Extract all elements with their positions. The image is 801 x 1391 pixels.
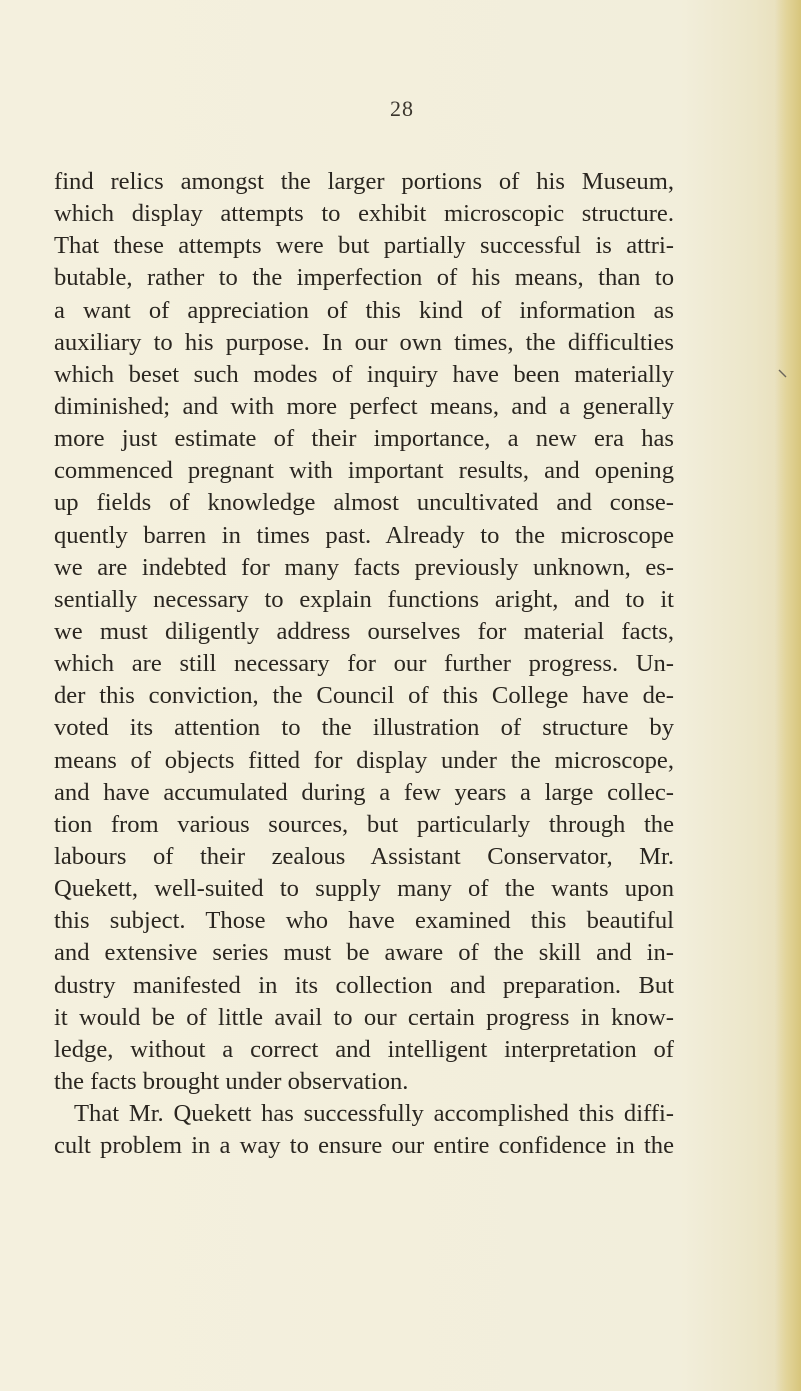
text-line: find relics amongst the larger portions of his Museum, <box>54 168 674 195</box>
text-line: diminished; and with more perfect means, and a generally <box>54 392 674 420</box>
body-paragraph <box>54 166 674 1162</box>
text-line: more just estimate of their importance, a new era has <box>54 425 674 453</box>
text-line: butable, rather to the imperfection of his means, than to <box>54 264 674 292</box>
text-line: labours of their zealous Assistant Conservator, Mr. <box>54 842 674 870</box>
text-line: That Mr. Quekett has successfully accomplished this diffi- <box>74 1100 674 1128</box>
text-line: this subject. Those who have examined this beautiful <box>54 907 674 935</box>
text-line: sentially necessary to explain functions aright, and to it <box>54 585 674 613</box>
text-line: voted its attention to the illustration of structure by <box>54 714 674 742</box>
text-line: auxiliary to his purpose. In our own times, the difficulties <box>54 328 674 356</box>
text-line: and have accumulated during a few years a large collec- <box>54 778 674 806</box>
page-number: 28 <box>390 96 414 121</box>
text-line: That these attempts were but partially successful is attri- <box>54 232 674 260</box>
text-line: up fields of knowledge almost uncultivated and conse- <box>54 489 674 517</box>
text-line: der this conviction, the Council of this College have de- <box>54 682 674 710</box>
page-edge-discoloration <box>775 0 801 1391</box>
text-line: a want of appreciation of this kind of information as <box>54 296 674 324</box>
text-line: it would be of little avail to our certain progress in know- <box>54 1003 674 1031</box>
margin-tick-mark <box>778 366 788 376</box>
text-line: which are still necessary for our further progress. Un- <box>54 650 674 678</box>
text-line: and extensive series must be aware of the skill and in- <box>54 939 674 967</box>
text-line: we are indebted for many facts previously unknown, es- <box>54 553 674 581</box>
text-line: means of objects fitted for display under the microscope, <box>54 746 674 774</box>
text-line: commenced pregnant with important results, and opening <box>54 457 674 485</box>
text-line: which beset such modes of inquiry have been materially <box>54 360 674 388</box>
text-line: quently barren in times past. Already to the microscope <box>54 521 674 549</box>
text-line: cult problem in a way to ensure our entire confidence in the <box>54 1132 674 1160</box>
text-line: which display attempts to exhibit microscopic structure. <box>54 200 674 228</box>
text-line: the facts brought under observation. <box>54 1067 409 1095</box>
text-line: tion from various sources, but particularly through the <box>54 810 674 838</box>
text-line: Quekett, well-suited to supply many of the wants upon <box>54 875 674 903</box>
text-line: ledge, without a correct and intelligent interpretation of <box>54 1035 674 1063</box>
text-line: dustry manifested in its collection and preparation. But <box>54 971 674 999</box>
text-line: we must diligently address ourselves for material facts, <box>54 617 674 645</box>
